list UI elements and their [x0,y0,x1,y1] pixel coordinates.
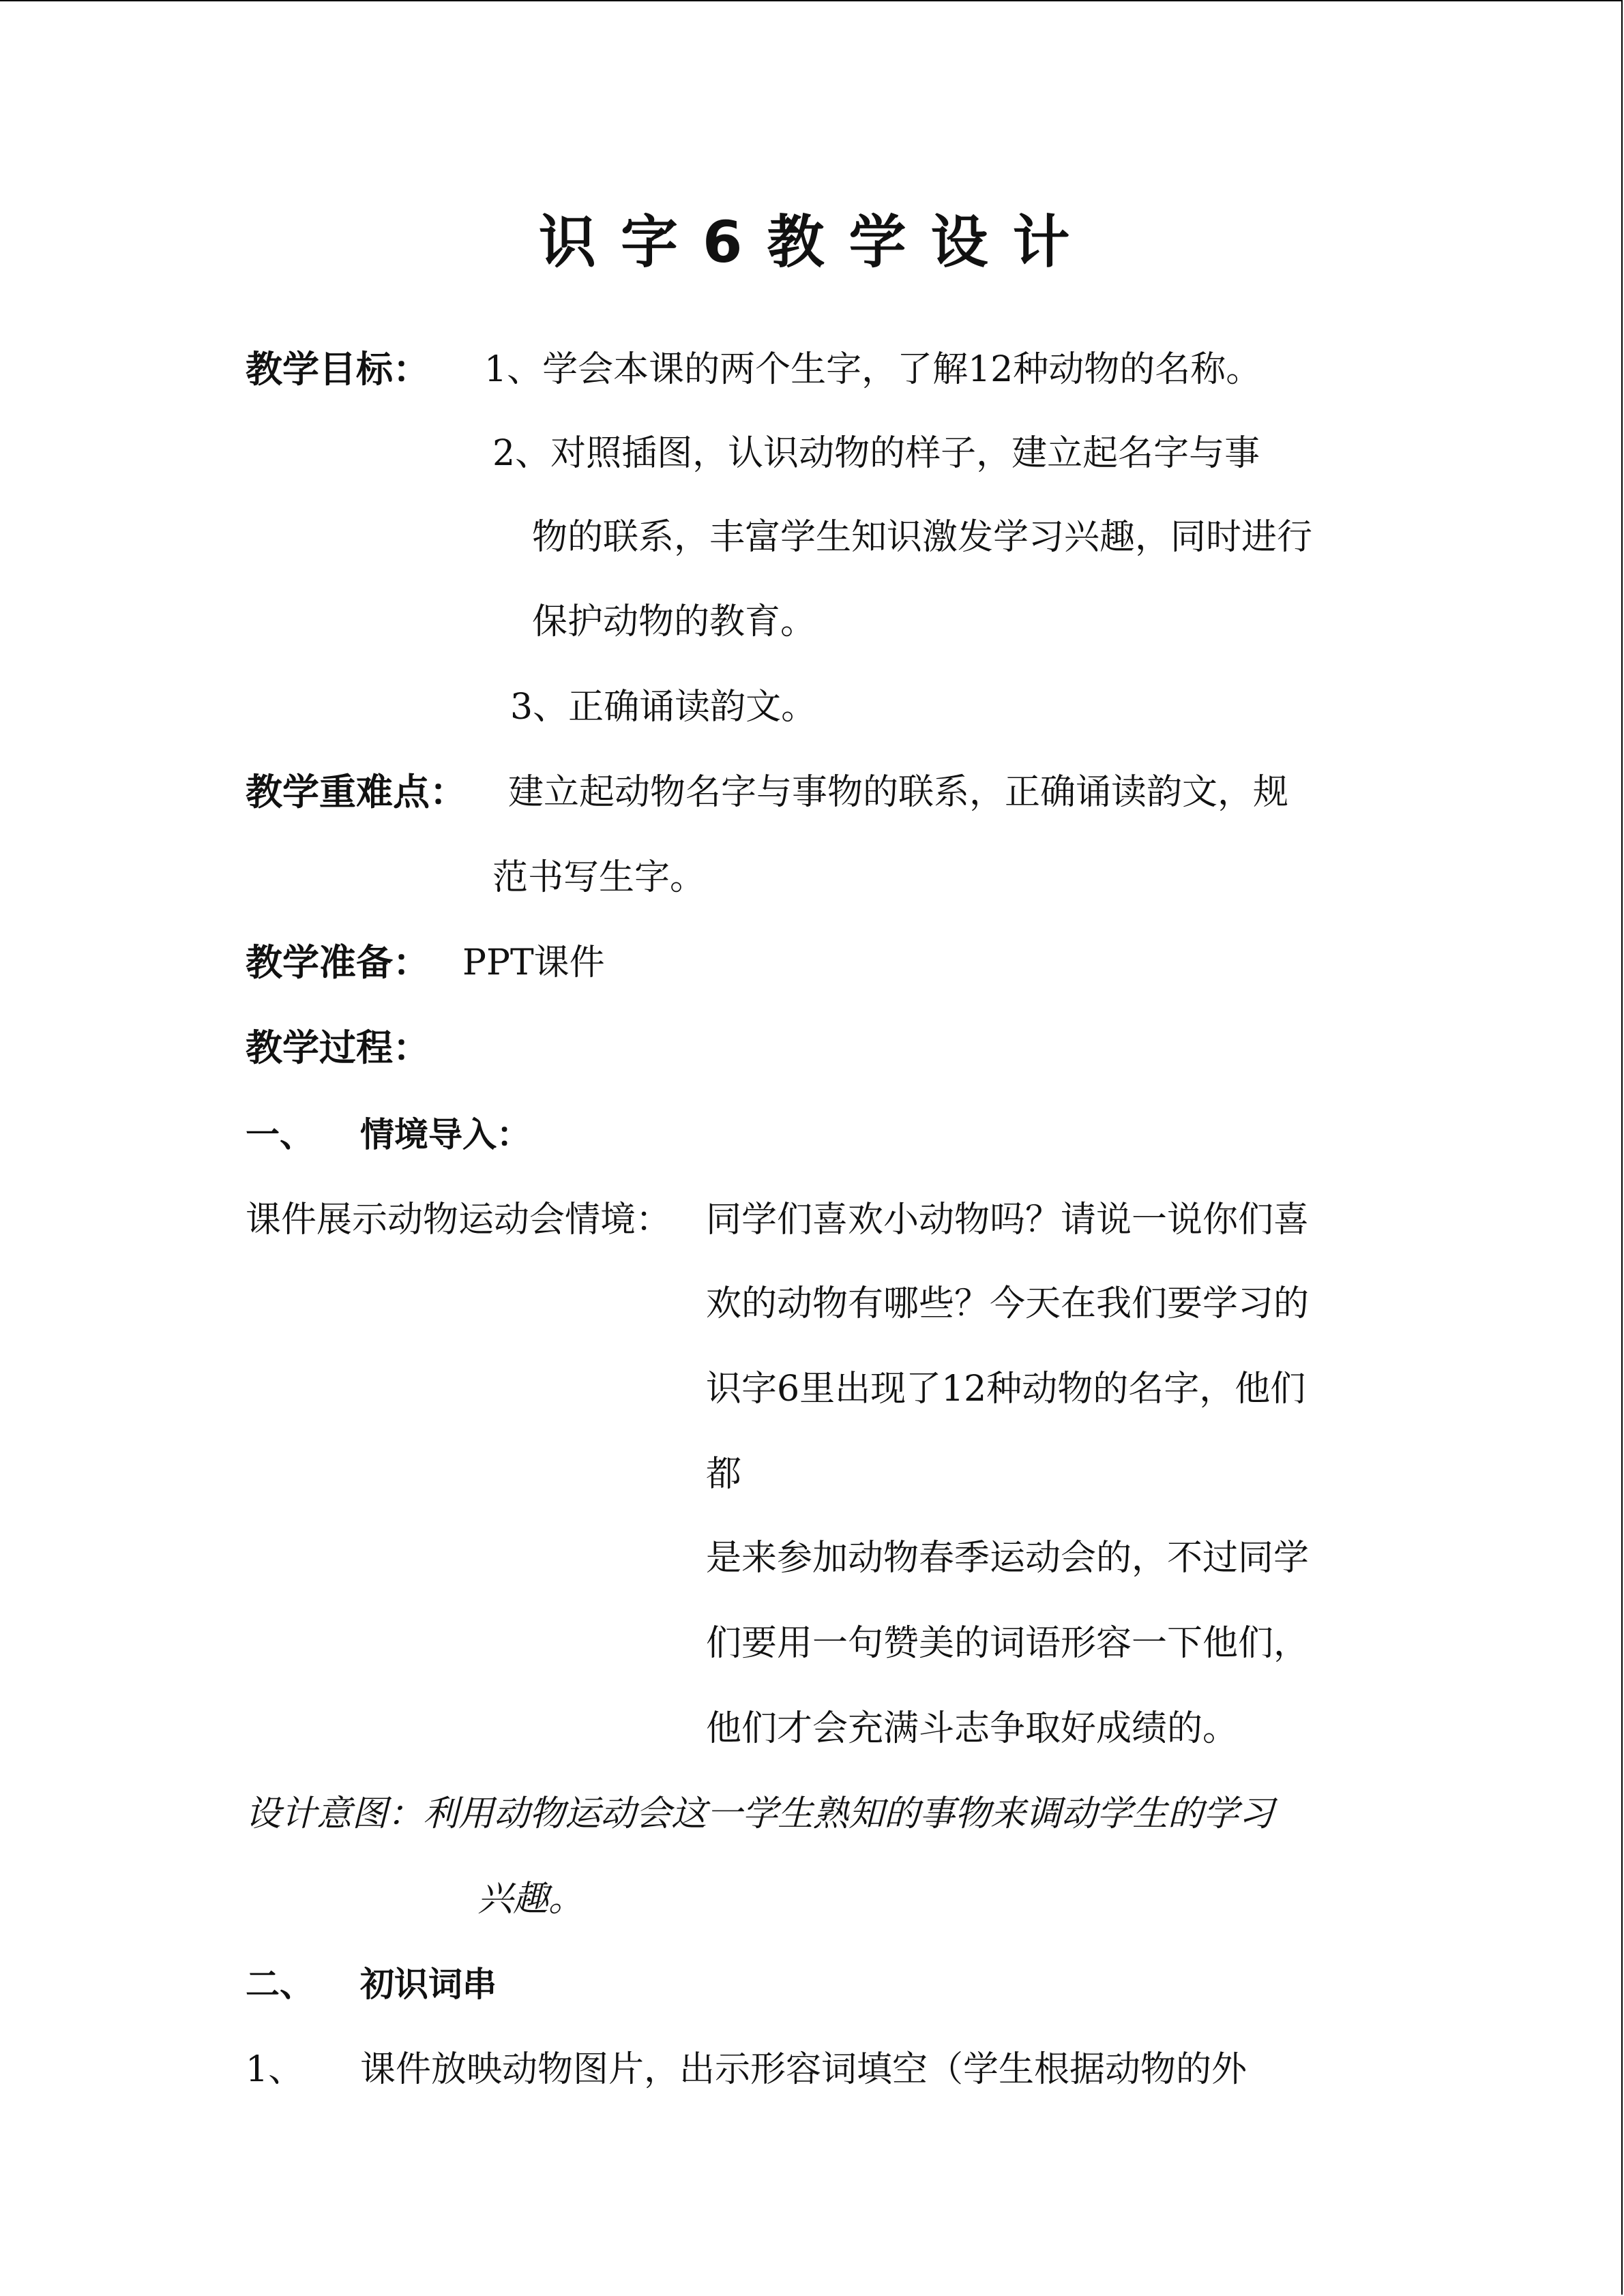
key-points-label: 教学重难点： [246,771,467,814]
key-points-line-1: 建立起动物名字与事物的联系，正确诵读韵文，规 [508,772,1289,813]
section-1-title: 情境导入： [360,1115,531,1154]
section-1-lead: 课件展示动物运动会情境： [246,1199,672,1240]
section-1-line-7: 他们才会充满斗志争取好成绩的。 [706,1708,1239,1749]
process-label: 教学过程： [246,1026,430,1069]
design-intent-line-1: 设计意图：利用动物运动会这一学生熟知的事物来调动学生的学习 [246,1793,1275,1834]
preparation-label: 教学准备： [246,941,430,984]
goal-item-3: 3、正确诵读韵文。 [510,687,817,728]
section-1-line-6: 们要用一句赞美的词语形容一下他们， [706,1623,1310,1664]
section-2-title: 初识词串 [360,1965,497,2004]
goal-item-2-line-1: 2、对照插图，认识动物的样子，建立起名字与事 [492,433,1260,474]
preparation-value: PPT课件 [462,942,605,983]
step-1-number: 1、 [246,2049,304,2090]
design-intent-line-2: 兴趣。 [477,1879,585,1920]
section-2-number: 二、 [246,1965,314,2004]
step-1-text: 课件放映动物图片，出示形容词填空（学生根据动物的外 [360,2049,1247,2090]
goal-item-2-line-3: 保护动物的教育。 [532,601,816,642]
section-1-line-4: 都 [706,1454,742,1495]
goal-item-1: 1、学会本课的两个生字，了解12种动物的名称。 [484,349,1262,390]
document-title: 识字6教学设计 [539,209,1095,275]
goal-item-2-line-2: 物的联系，丰富学生知识激发学习兴趣，同时进行 [532,517,1313,558]
section-1-line-5: 是来参加动物春季运动会的，不过同学 [706,1538,1310,1579]
section-1-line-2: 欢的动物有哪些？今天在我们要学习的 [706,1283,1310,1324]
key-points-line-2: 范书写生字。 [492,857,706,898]
section-1-number: 一、 [246,1115,314,1154]
section-1-line-3: 识字6里出现了12种动物的名字，他们 [706,1369,1306,1410]
goals-label: 教学目标： [246,348,430,391]
section-1-line-1: 同学们喜欢小动物吗？请说一说你们喜 [706,1199,1310,1240]
